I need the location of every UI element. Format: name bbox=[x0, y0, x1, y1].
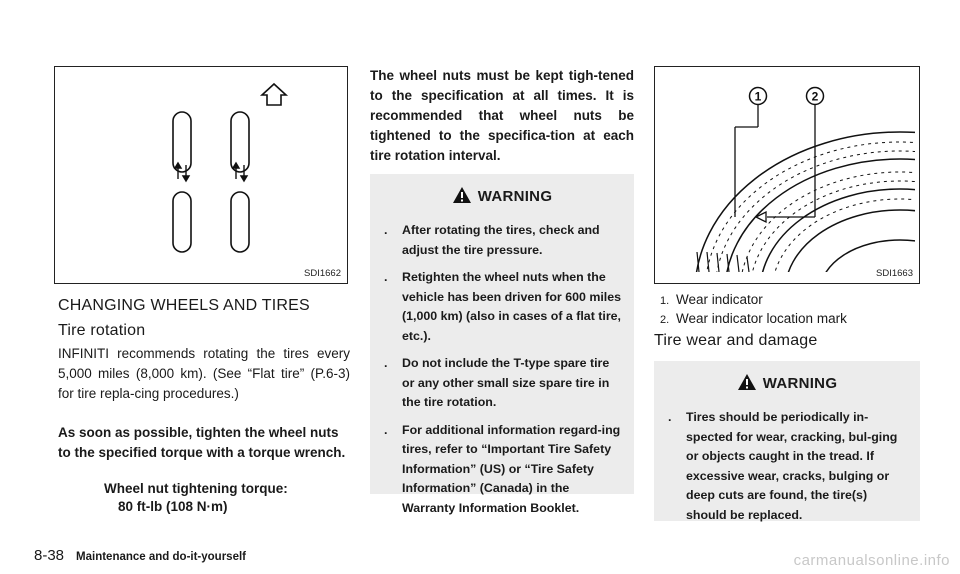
tire-front-right bbox=[231, 112, 249, 172]
warning-item: . Retighten the wheel nuts when the vehicle has been driven for 600 miles (1,000 km) (also in cases of a flat tire, etc.). bbox=[384, 270, 622, 343]
torque-value: 80 ft-lb (108 N·m) bbox=[118, 499, 228, 514]
warning-title: WARNING bbox=[477, 188, 553, 205]
warning-text: Do not include the T-type spare tire or any other small size spare tire in the tire rotation. bbox=[402, 356, 610, 409]
caption-text: Wear indicator bbox=[676, 292, 763, 307]
caption-item bbox=[660, 291, 847, 310]
figure-captions bbox=[660, 291, 847, 329]
front-direction-arrow-icon bbox=[262, 84, 286, 105]
warning-text: For additional information regard-ing tires, refer to “Important Tire Safety Information” (US) or “Tire Safety Information” (Canada) in the Warranty Information Booklet. bbox=[402, 422, 621, 515]
tire-front-left bbox=[173, 112, 191, 172]
warning-box bbox=[370, 174, 634, 515]
warning-header bbox=[654, 373, 920, 392]
caption-item bbox=[660, 310, 847, 329]
caption-number: 1. bbox=[660, 295, 670, 307]
section-heading: CHANGING WHEELS AND TIRES bbox=[58, 297, 310, 314]
warning-triangle-icon bbox=[737, 373, 757, 391]
rotation-paragraph: INFINITI recommends rotating the tires every 5,000 miles (8,000 km). (See “Flat tire” (P.6-3) for tire repla-cing procedures.) bbox=[58, 346, 350, 401]
page-number: 8-38 bbox=[34, 547, 65, 564]
warning-title: WARNING bbox=[762, 375, 838, 392]
wheel-nut-paragraph: The wheel nuts must be kept tigh-tened to the specification at all times. It is recommended that wheel nuts be tightened to the specifica-tion at each tire rotation interval. bbox=[370, 68, 634, 163]
warning-list bbox=[654, 408, 920, 525]
warning-text: Retighten the wheel nuts when the vehicle has been driven for 600 miles (1,000 km) (also in cases of a flat tire, etc.). bbox=[402, 270, 622, 343]
torque-label: Wheel nut tightening torque: bbox=[104, 481, 288, 496]
warning-item: . After rotating the tires, check and adjust the tire pressure. bbox=[384, 223, 600, 257]
caption-text: Wear indicator location mark bbox=[676, 311, 847, 326]
caption-number: 2. bbox=[660, 314, 670, 326]
tire-tread-diagram bbox=[655, 67, 921, 285]
tire-rear-left bbox=[173, 192, 191, 252]
warning-header bbox=[370, 186, 634, 205]
figure-code: SDI1663 bbox=[876, 268, 913, 279]
warning-list bbox=[370, 221, 634, 518]
warning-box-wear bbox=[654, 361, 920, 521]
callout-number-2: 2 bbox=[811, 89, 819, 104]
callout-number-1: 1 bbox=[754, 89, 762, 104]
section-name: Maintenance and do-it-yourself bbox=[76, 551, 246, 563]
tire-rotation-diagram bbox=[55, 67, 349, 285]
location-mark-icon bbox=[756, 212, 766, 222]
tire-rear-right bbox=[231, 192, 249, 252]
warning-text: After rotating the tires, check and adjust the tire pressure. bbox=[402, 223, 600, 257]
warning-item: . For additional information regard-ing tires, refer to “Important Tire Safety Information” (US) or “Tire Safety Information” (Canada) in the Warranty Information Booklet. bbox=[384, 422, 621, 515]
watermark: carmanualsonline.info bbox=[793, 552, 950, 569]
warning-item: . Tires should be periodically in-spected for wear, cracking, bul-ging or objects caught in the tread. If excessive wear, cracks, bulging or deep cuts are found, the tire(s) should be replaced. bbox=[668, 410, 898, 522]
tire-rotation-figure bbox=[54, 66, 348, 284]
figure-code: SDI1662 bbox=[304, 268, 341, 279]
warning-item: . Do not include the T-type spare tire or any other small size spare tire in the tire rotation. bbox=[384, 356, 610, 409]
subsection-heading: Tire rotation bbox=[58, 322, 146, 339]
page-footer bbox=[34, 547, 246, 564]
torque-paragraph: As soon as possible, tighten the wheel nuts to the specified torque with a torque wrench. bbox=[58, 425, 346, 460]
wear-indicator-figure bbox=[654, 66, 920, 284]
subsection-heading-wear: Tire wear and damage bbox=[654, 332, 818, 349]
warning-triangle-icon bbox=[452, 186, 472, 204]
warning-text: Tires should be periodically in-spected for wear, cracking, bul-ging or objects caught in the tread. If excessive wear, cracks, bulging or deep cuts are found, the tire(s) should be replaced. bbox=[686, 410, 898, 522]
callout-lines bbox=[735, 105, 815, 217]
